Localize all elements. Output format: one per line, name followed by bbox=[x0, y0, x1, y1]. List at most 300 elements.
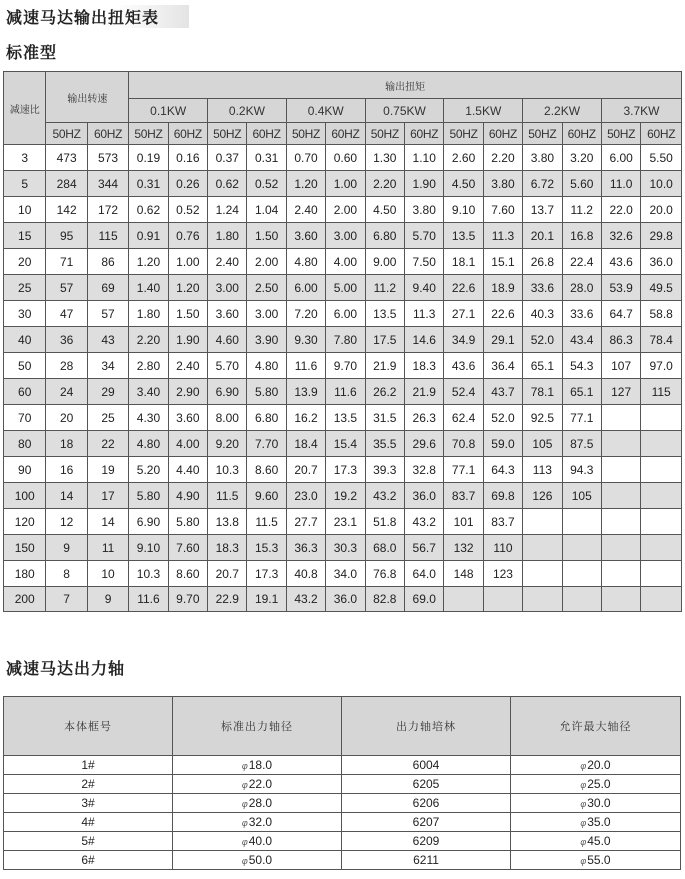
torque-cell: 76.8 bbox=[365, 561, 404, 587]
ratio-cell: 80 bbox=[4, 431, 46, 457]
torque-cell: 1.80 bbox=[208, 223, 247, 249]
diameter-value: 18.0 bbox=[248, 758, 273, 772]
torque-cell: 36.4 bbox=[483, 353, 522, 379]
torque-cell: 9.70 bbox=[326, 353, 365, 379]
torque-cell: 0.60 bbox=[326, 145, 365, 171]
ratio-cell: 150 bbox=[4, 535, 46, 561]
torque-cell bbox=[601, 561, 640, 587]
torque-cell: 6.90 bbox=[208, 379, 247, 405]
diameter-symbol: φ bbox=[241, 837, 248, 847]
hz-header: 60HZ bbox=[168, 123, 207, 145]
torque-cell: 11.6 bbox=[286, 353, 325, 379]
torque-cell: 19.1 bbox=[247, 587, 286, 612]
torque-cell: 7.80 bbox=[326, 327, 365, 353]
diameter-value: 20.0 bbox=[587, 758, 611, 772]
torque-cell: 69.0 bbox=[405, 587, 444, 612]
torque-cell: 97.0 bbox=[641, 353, 682, 379]
torque-cell: 13.7 bbox=[523, 197, 562, 223]
table-row bbox=[4, 794, 681, 813]
torque-cell: 43.2 bbox=[365, 483, 404, 509]
torque-cell: 77.1 bbox=[562, 405, 601, 431]
shaft-table-body bbox=[4, 756, 681, 870]
shaft-cell bbox=[173, 756, 342, 775]
torque-cell: 107 bbox=[601, 353, 640, 379]
torque-cell: 15.4 bbox=[326, 431, 365, 457]
torque-cell: 29.1 bbox=[483, 327, 522, 353]
diameter-symbol: φ bbox=[241, 780, 248, 790]
torque-cell: 36.0 bbox=[405, 483, 444, 509]
shaft-header-cell: 本体框号 bbox=[4, 697, 173, 756]
torque-cell: 2.20 bbox=[483, 145, 522, 171]
torque-cell: 0.76 bbox=[168, 223, 207, 249]
torque-cell: 13.8 bbox=[208, 509, 247, 535]
torque-cell bbox=[601, 431, 640, 457]
torque-cell: 110 bbox=[483, 535, 522, 561]
table-row bbox=[4, 587, 682, 612]
torque-cell: 1.20 bbox=[286, 171, 325, 197]
torque-cell: 4.80 bbox=[286, 249, 325, 275]
diameter-symbol: φ bbox=[580, 761, 587, 771]
table-row bbox=[4, 405, 682, 431]
ratio-cell: 70 bbox=[4, 405, 46, 431]
shaft-cell bbox=[173, 794, 342, 813]
torque-cell: 127 bbox=[601, 379, 640, 405]
speed-cell: 14 bbox=[46, 483, 87, 509]
torque-cell: 0.19 bbox=[129, 145, 168, 171]
torque-cell: 0.31 bbox=[129, 171, 168, 197]
torque-cell: 5.70 bbox=[208, 353, 247, 379]
torque-cell: 5.80 bbox=[247, 379, 286, 405]
table-row bbox=[4, 275, 682, 301]
speed-cell: 36 bbox=[46, 327, 87, 353]
torque-cell: 9.70 bbox=[168, 587, 207, 612]
torque-cell: 29.8 bbox=[641, 223, 682, 249]
torque-cell: 1.20 bbox=[168, 275, 207, 301]
diameter-value: 30.0 bbox=[587, 796, 611, 810]
table-row bbox=[4, 249, 682, 275]
torque-cell: 9.60 bbox=[247, 483, 286, 509]
shaft-section-title: 减速马达出力轴 bbox=[6, 659, 126, 678]
torque-cell: 43.6 bbox=[601, 249, 640, 275]
ratio-cell: 25 bbox=[4, 275, 46, 301]
ratio-cell: 30 bbox=[4, 301, 46, 327]
torque-cell: 40.3 bbox=[523, 301, 562, 327]
torque-cell bbox=[641, 509, 682, 535]
ratio-cell: 200 bbox=[4, 587, 46, 612]
torque-cell: 20.0 bbox=[641, 197, 682, 223]
ratio-cell: 100 bbox=[4, 483, 46, 509]
torque-cell: 0.52 bbox=[247, 171, 286, 197]
speed-cell: 115 bbox=[87, 223, 128, 249]
diameter-symbol: φ bbox=[580, 780, 587, 790]
ratio-cell: 60 bbox=[4, 379, 46, 405]
speed-header: 输出转速 bbox=[46, 72, 129, 123]
torque-cell: 69.8 bbox=[483, 483, 522, 509]
torque-cell: 9.30 bbox=[286, 327, 325, 353]
torque-cell bbox=[601, 405, 640, 431]
shaft-cell: 6206 bbox=[342, 794, 511, 813]
shaft-table bbox=[3, 696, 681, 870]
speed-cell: 57 bbox=[46, 275, 87, 301]
torque-cell: 4.50 bbox=[444, 171, 483, 197]
torque-cell: 6.72 bbox=[523, 171, 562, 197]
speed-cell: 43 bbox=[87, 327, 128, 353]
torque-cell: 1.20 bbox=[129, 249, 168, 275]
torque-cell: 6.90 bbox=[129, 509, 168, 535]
speed-cell: 57 bbox=[87, 301, 128, 327]
speed-cell: 18 bbox=[46, 431, 87, 457]
torque-cell: 54.3 bbox=[562, 353, 601, 379]
torque-cell: 6.00 bbox=[326, 301, 365, 327]
table-row bbox=[4, 561, 682, 587]
torque-cell: 1.40 bbox=[129, 275, 168, 301]
hz-header: 60HZ bbox=[641, 123, 682, 145]
torque-cell: 1.90 bbox=[168, 327, 207, 353]
torque-cell: 3.80 bbox=[405, 197, 444, 223]
torque-cell: 78.4 bbox=[641, 327, 682, 353]
torque-cell: 18.3 bbox=[405, 353, 444, 379]
speed-cell: 19 bbox=[87, 457, 128, 483]
torque-cell: 18.4 bbox=[286, 431, 325, 457]
torque-cell: 126 bbox=[523, 483, 562, 509]
speed-cell: 29 bbox=[87, 379, 128, 405]
torque-cell: 30.3 bbox=[326, 535, 365, 561]
torque-cell: 3.60 bbox=[286, 223, 325, 249]
diameter-symbol: φ bbox=[580, 837, 587, 847]
torque-cell: 14.6 bbox=[405, 327, 444, 353]
shaft-cell: 5# bbox=[4, 832, 173, 851]
torque-cell bbox=[601, 535, 640, 561]
speed-cell: 9 bbox=[46, 535, 87, 561]
diameter-value: 32.0 bbox=[248, 815, 273, 829]
torque-cell: 22.6 bbox=[444, 275, 483, 301]
torque-cell: 10.3 bbox=[129, 561, 168, 587]
torque-cell: 94.3 bbox=[562, 457, 601, 483]
torque-cell: 22.4 bbox=[562, 249, 601, 275]
torque-cell: 34.0 bbox=[326, 561, 365, 587]
torque-cell bbox=[641, 587, 682, 612]
torque-cell: 32.8 bbox=[405, 457, 444, 483]
torque-cell: 4.90 bbox=[168, 483, 207, 509]
torque-cell bbox=[562, 587, 601, 612]
torque-cell bbox=[641, 431, 682, 457]
torque-cell: 64.7 bbox=[601, 301, 640, 327]
page-title: 减速马达输出扭矩表 bbox=[6, 5, 189, 28]
torque-cell: 105 bbox=[523, 431, 562, 457]
speed-cell: 24 bbox=[46, 379, 87, 405]
torque-cell: 17.3 bbox=[326, 457, 365, 483]
torque-cell: 11.5 bbox=[247, 509, 286, 535]
torque-cell: 13.5 bbox=[365, 301, 404, 327]
torque-cell: 77.1 bbox=[444, 457, 483, 483]
torque-cell: 13.9 bbox=[286, 379, 325, 405]
ratio-cell: 20 bbox=[4, 249, 46, 275]
speed-cell: 11 bbox=[87, 535, 128, 561]
hz-header: 50HZ bbox=[208, 123, 247, 145]
torque-cell: 4.80 bbox=[247, 353, 286, 379]
torque-cell: 6.80 bbox=[365, 223, 404, 249]
speed-cell: 86 bbox=[87, 249, 128, 275]
torque-cell: 83.7 bbox=[483, 509, 522, 535]
torque-cell: 43.7 bbox=[483, 379, 522, 405]
torque-cell: 2.90 bbox=[168, 379, 207, 405]
power-header: 0.75KW bbox=[365, 99, 444, 123]
torque-cell: 4.80 bbox=[129, 431, 168, 457]
diameter-value: 35.0 bbox=[587, 815, 611, 829]
table-row bbox=[4, 483, 682, 509]
torque-cell: 5.80 bbox=[129, 483, 168, 509]
torque-cell: 64.0 bbox=[405, 561, 444, 587]
torque-cell bbox=[562, 561, 601, 587]
torque-cell: 5.80 bbox=[168, 509, 207, 535]
speed-cell: 12 bbox=[46, 509, 87, 535]
shaft-cell bbox=[511, 832, 681, 851]
speed-cell: 284 bbox=[46, 171, 87, 197]
torque-cell: 10.3 bbox=[208, 457, 247, 483]
speed-cell: 47 bbox=[46, 301, 87, 327]
torque-cell: 26.2 bbox=[365, 379, 404, 405]
diameter-value: 22.0 bbox=[248, 777, 273, 791]
torque-cell: 132 bbox=[444, 535, 483, 561]
torque-cell: 11.5 bbox=[208, 483, 247, 509]
torque-cell: 4.50 bbox=[365, 197, 404, 223]
diameter-value: 25.0 bbox=[587, 777, 611, 791]
torque-cell: 17.3 bbox=[247, 561, 286, 587]
torque-cell: 0.70 bbox=[286, 145, 325, 171]
torque-cell: 20.7 bbox=[286, 457, 325, 483]
torque-cell: 3.00 bbox=[326, 223, 365, 249]
torque-cell bbox=[601, 457, 640, 483]
torque-cell bbox=[641, 483, 682, 509]
torque-cell: 65.1 bbox=[562, 379, 601, 405]
torque-cell: 2.40 bbox=[168, 353, 207, 379]
diameter-value: 28.0 bbox=[248, 796, 273, 810]
diameter-value: 50.0 bbox=[248, 853, 273, 867]
speed-cell: 8 bbox=[46, 561, 87, 587]
torque-cell: 9.40 bbox=[405, 275, 444, 301]
hz-header: 60HZ bbox=[326, 123, 365, 145]
torque-cell: 1.30 bbox=[365, 145, 404, 171]
hz-header: 50HZ bbox=[601, 123, 640, 145]
torque-cell: 65.1 bbox=[523, 353, 562, 379]
torque-cell: 83.7 bbox=[444, 483, 483, 509]
torque-cell: 26.8 bbox=[523, 249, 562, 275]
torque-cell: 0.62 bbox=[208, 171, 247, 197]
table-row bbox=[4, 301, 682, 327]
torque-cell: 2.50 bbox=[247, 275, 286, 301]
shaft-header-cell: 出力轴培林 bbox=[342, 697, 511, 756]
torque-cell: 20.7 bbox=[208, 561, 247, 587]
torque-cell: 11.3 bbox=[405, 301, 444, 327]
table-row bbox=[4, 379, 682, 405]
torque-cell: 7.60 bbox=[483, 197, 522, 223]
speed-cell: 25 bbox=[87, 405, 128, 431]
speed-cell: 69 bbox=[87, 275, 128, 301]
shaft-cell: 6207 bbox=[342, 813, 511, 832]
torque-header: 输出扭矩 bbox=[129, 72, 682, 99]
shaft-cell bbox=[511, 775, 681, 794]
torque-cell: 2.00 bbox=[326, 197, 365, 223]
torque-cell: 0.62 bbox=[129, 197, 168, 223]
torque-cell: 15.1 bbox=[483, 249, 522, 275]
shaft-cell: 6209 bbox=[342, 832, 511, 851]
power-header: 2.2KW bbox=[523, 99, 602, 123]
table-row bbox=[4, 775, 681, 794]
torque-cell: 2.00 bbox=[247, 249, 286, 275]
torque-cell: 13.5 bbox=[444, 223, 483, 249]
torque-cell: 43.4 bbox=[562, 327, 601, 353]
torque-cell: 6.00 bbox=[601, 145, 640, 171]
torque-cell: 5.60 bbox=[562, 171, 601, 197]
torque-table-body bbox=[4, 145, 682, 612]
diameter-symbol: φ bbox=[580, 856, 587, 866]
torque-cell: 34.9 bbox=[444, 327, 483, 353]
torque-cell: 5.00 bbox=[326, 275, 365, 301]
shaft-cell bbox=[173, 775, 342, 794]
shaft-header-cell: 允许最大轴径 bbox=[511, 697, 681, 756]
torque-cell: 6.00 bbox=[286, 275, 325, 301]
torque-cell: 27.7 bbox=[286, 509, 325, 535]
speed-cell: 71 bbox=[46, 249, 87, 275]
diameter-symbol: φ bbox=[241, 761, 248, 771]
torque-cell: 3.00 bbox=[247, 301, 286, 327]
ratio-cell: 3 bbox=[4, 145, 46, 171]
speed-cell: 34 bbox=[87, 353, 128, 379]
torque-cell: 2.20 bbox=[129, 327, 168, 353]
torque-cell: 28.0 bbox=[562, 275, 601, 301]
torque-cell: 3.90 bbox=[247, 327, 286, 353]
torque-cell: 115 bbox=[641, 379, 682, 405]
torque-cell: 3.60 bbox=[168, 405, 207, 431]
shaft-header-row bbox=[4, 697, 681, 756]
torque-cell bbox=[523, 561, 562, 587]
torque-cell bbox=[562, 509, 601, 535]
shaft-cell: 6205 bbox=[342, 775, 511, 794]
speed-cell: 573 bbox=[87, 145, 128, 171]
torque-cell bbox=[641, 405, 682, 431]
shaft-cell: 6004 bbox=[342, 756, 511, 775]
torque-cell: 53.9 bbox=[601, 275, 640, 301]
torque-cell: 11.6 bbox=[326, 379, 365, 405]
torque-table bbox=[3, 71, 682, 612]
torque-cell: 87.5 bbox=[562, 431, 601, 457]
speed-cell: 95 bbox=[46, 223, 87, 249]
hz-header: 60HZ bbox=[562, 123, 601, 145]
torque-cell bbox=[483, 587, 522, 612]
torque-cell: 39.3 bbox=[365, 457, 404, 483]
torque-cell: 11.3 bbox=[483, 223, 522, 249]
torque-cell: 9.10 bbox=[444, 197, 483, 223]
torque-cell: 51.8 bbox=[365, 509, 404, 535]
power-header: 0.1KW bbox=[129, 99, 208, 123]
torque-cell: 64.3 bbox=[483, 457, 522, 483]
torque-cell: 86.3 bbox=[601, 327, 640, 353]
shaft-cell bbox=[511, 756, 681, 775]
torque-cell: 62.4 bbox=[444, 405, 483, 431]
table-row bbox=[4, 457, 682, 483]
torque-cell: 3.40 bbox=[129, 379, 168, 405]
torque-cell: 2.60 bbox=[444, 145, 483, 171]
torque-cell: 8.60 bbox=[168, 561, 207, 587]
diameter-symbol: φ bbox=[241, 799, 248, 809]
torque-cell: 1.50 bbox=[168, 301, 207, 327]
table-row bbox=[4, 171, 682, 197]
shaft-cell: 4# bbox=[4, 813, 173, 832]
shaft-cell: 6211 bbox=[342, 851, 511, 870]
hz-header: 60HZ bbox=[405, 123, 444, 145]
torque-cell: 0.26 bbox=[168, 171, 207, 197]
torque-cell: 33.6 bbox=[562, 301, 601, 327]
torque-cell: 9.20 bbox=[208, 431, 247, 457]
shaft-cell bbox=[511, 851, 681, 870]
standard-type-title: 标准型 bbox=[6, 43, 58, 62]
torque-cell: 7.50 bbox=[405, 249, 444, 275]
torque-cell: 8.00 bbox=[208, 405, 247, 431]
torque-cell: 5.20 bbox=[129, 457, 168, 483]
diameter-symbol: φ bbox=[580, 818, 587, 828]
torque-cell: 70.8 bbox=[444, 431, 483, 457]
torque-cell: 1.04 bbox=[247, 197, 286, 223]
hz-header-row bbox=[4, 123, 682, 145]
torque-cell: 20.1 bbox=[523, 223, 562, 249]
ratio-cell: 5 bbox=[4, 171, 46, 197]
torque-cell: 27.1 bbox=[444, 301, 483, 327]
torque-cell: 18.3 bbox=[208, 535, 247, 561]
ratio-cell: 50 bbox=[4, 353, 46, 379]
torque-cell: 36.3 bbox=[286, 535, 325, 561]
diameter-value: 55.0 bbox=[587, 853, 611, 867]
torque-cell: 52.4 bbox=[444, 379, 483, 405]
speed-cell: 142 bbox=[46, 197, 87, 223]
speed-cell: 14 bbox=[87, 509, 128, 535]
torque-cell: 13.5 bbox=[326, 405, 365, 431]
torque-cell: 4.00 bbox=[326, 249, 365, 275]
hz-header: 60HZ bbox=[87, 123, 128, 145]
torque-cell bbox=[641, 561, 682, 587]
torque-cell: 33.6 bbox=[523, 275, 562, 301]
ratio-cell: 90 bbox=[4, 457, 46, 483]
torque-cell bbox=[641, 535, 682, 561]
torque-cell: 123 bbox=[483, 561, 522, 587]
speed-cell: 172 bbox=[87, 197, 128, 223]
table-row bbox=[4, 145, 682, 171]
table-row bbox=[4, 756, 681, 775]
torque-cell: 7.60 bbox=[168, 535, 207, 561]
shaft-cell: 2# bbox=[4, 775, 173, 794]
speed-cell: 22 bbox=[87, 431, 128, 457]
table-row bbox=[4, 509, 682, 535]
torque-cell: 3.00 bbox=[208, 275, 247, 301]
diameter-symbol: φ bbox=[241, 856, 248, 866]
torque-cell: 2.80 bbox=[129, 353, 168, 379]
speed-cell: 20 bbox=[46, 405, 87, 431]
torque-cell: 35.5 bbox=[365, 431, 404, 457]
table-row bbox=[4, 813, 681, 832]
torque-cell: 105 bbox=[562, 483, 601, 509]
torque-cell bbox=[641, 457, 682, 483]
torque-cell: 2.40 bbox=[286, 197, 325, 223]
torque-cell bbox=[523, 509, 562, 535]
torque-cell: 56.7 bbox=[405, 535, 444, 561]
torque-cell: 0.52 bbox=[168, 197, 207, 223]
torque-cell: 36.0 bbox=[326, 587, 365, 612]
ratio-cell: 10 bbox=[4, 197, 46, 223]
torque-cell: 3.20 bbox=[562, 145, 601, 171]
table-row bbox=[4, 832, 681, 851]
torque-cell: 5.50 bbox=[641, 145, 682, 171]
ratio-cell: 15 bbox=[4, 223, 46, 249]
torque-cell: 29.6 bbox=[405, 431, 444, 457]
